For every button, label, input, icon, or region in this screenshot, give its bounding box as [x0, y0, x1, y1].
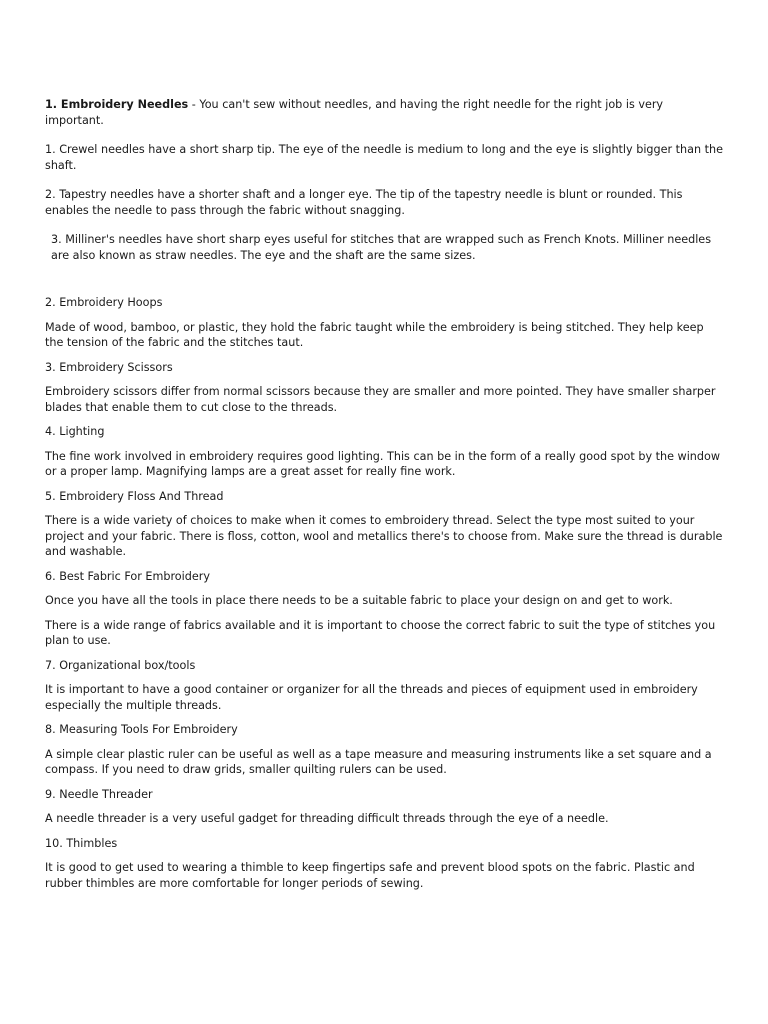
section-paragraph-fabric-2: There is a wide range of fabrics available and it is important to choose the correct fabric to suit the type of stitches you plan to use. — [45, 618, 716, 647]
section-heading-threader: 9. Needle Threader — [45, 787, 153, 801]
section-heading-measuring: 8. Measuring Tools For Embroidery — [45, 723, 238, 736]
needle-type-crewel: 1. Crewel needles have a short sharp tip. The eye of the needle is medium to long and the eye is slightly bigger than the shaft. — [45, 143, 724, 172]
section-heading-organizational: 7. Organizational box/tools — [45, 658, 196, 672]
section-paragraph-measuring: A simple clear plastic ruler can be useful as well as a tape measure and measuring instruments like a set square and a compass. If you need to draw grids, smaller quilting rulers can be used. — [45, 747, 712, 776]
needle-type-tapestry: 2. Tapestry needles have a shorter shaft and a longer eye. The tip of the tapestry needle is blunt or rounded. This enables the needle to pass through the fabric without snagging. — [45, 188, 683, 217]
intro-text: - You can't sew without needles, and having the right needle for the right job is very important. — [45, 98, 664, 127]
section-paragraph-hoops: Made of wood, bamboo, or plastic, they hold the fabric taught while the embroidery is being stitched. They help keep the tension of the fabric and the stitches taut. — [45, 320, 704, 349]
section-spacer — [45, 277, 725, 295]
document-page — [45, 97, 725, 900]
section-paragraph-organizational: It is important to have a good container or organizer for all the threads and pieces of equipment used in embroidery especially the multiple threads. — [45, 683, 698, 712]
section-paragraph-thimbles: It is good to get used to wearing a thimble to keep fingertips safe and prevent blood spots on the fabric. Plastic and rubber thimbles are more comfortable for longer periods of sewing. — [45, 861, 695, 890]
section-heading-scissors: 3. Embroidery Scissors — [45, 360, 173, 374]
section-heading-thimbles: 10. Thimbles — [45, 836, 118, 850]
intro-paragraph — [45, 97, 725, 128]
section-heading-fabric: 6. Best Fabric For Embroidery — [45, 569, 210, 583]
section-heading-hoops: 2. Embroidery Hoops — [45, 296, 163, 309]
section-paragraph-fabric-1: Once you have all the tools in place there needs to be a suitable fabric to place your design on and get to work. — [45, 594, 673, 607]
section-paragraph-floss: There is a wide variety of choices to make when it comes to embroidery thread. Select the type most suited to your project and your fabric. There is floss, cotton, wool and metallics there's to choose from. Make sure the thread is durable and washable. — [45, 514, 723, 558]
intro-title: 1. Embroidery Needles — [45, 98, 189, 111]
section-paragraph-scissors: Embroidery scissors differ from normal scissors because they are smaller and more pointed. They have smaller sharper blades that enable them to cut close to the threads. — [45, 385, 716, 414]
section-paragraph-threader: A needle threader is a very useful gadget for threading difficult threads through the eye of a needle. — [45, 812, 609, 825]
section-heading-floss: 5. Embroidery Floss And Thread — [45, 489, 224, 503]
needle-type-milliner: 3. Milliner's needles have short sharp eyes useful for stitches that are wrapped such as French Knots. Milliner needles are also known as straw needles. The eye and the shaft are the same sizes. — [51, 233, 712, 262]
section-paragraph-lighting: The fine work involved in embroidery requires good lighting. This can be in the form of a really good spot by the window or a proper lamp. Magnifying lamps are a great asset for really fine work. — [45, 449, 720, 478]
section-heading-lighting: 4. Lighting — [45, 425, 105, 438]
